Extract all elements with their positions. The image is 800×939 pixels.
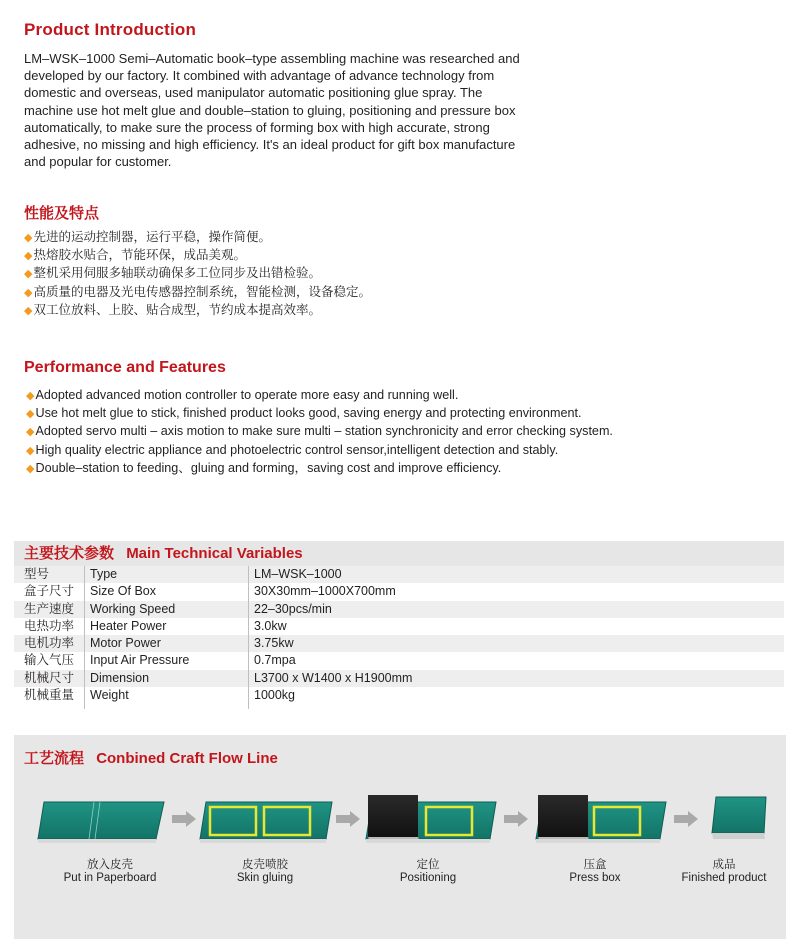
spec-label-cn: 机械尺寸 bbox=[24, 670, 75, 685]
spec-label-cn: 电机功率 bbox=[24, 636, 75, 651]
flow-step-label bbox=[358, 859, 498, 885]
list-item: ◆双工位放料、上胶、贴合成型，节约成本提高效率。 bbox=[24, 302, 321, 317]
list-item: ◆Adopted advanced motion controller to operate more easy and running well. bbox=[26, 388, 459, 402]
features-cn-list bbox=[24, 229, 371, 320]
intro-line: adhesive, no missing and high efficiency. It's an ideal product for gift box manufacture bbox=[24, 137, 516, 153]
flow-step-label bbox=[525, 859, 665, 885]
spec-label-en: Heater Power bbox=[90, 618, 167, 633]
arrow-right-icon bbox=[504, 811, 528, 827]
intro-line: LM–WSK–1000 Semi–Automatic book–type assembling machine was researched and bbox=[24, 51, 520, 66]
flow-step-label bbox=[40, 859, 180, 885]
spec-label-cn: 生产速度 bbox=[24, 601, 75, 616]
spec-label-cn: 电热功率 bbox=[24, 618, 75, 633]
spec-label-en: Motor Power bbox=[90, 636, 161, 651]
step-label-cn: 皮壳喷胶 bbox=[242, 859, 288, 871]
list-item: ◆高质量的电器及光电传感器控制系统，智能检测，设备稳定。 bbox=[24, 284, 371, 299]
diamond-bullet-icon: ◆ bbox=[26, 408, 35, 421]
spec-label-cn: 盒子尺寸 bbox=[24, 584, 75, 599]
intro-line: machine use hot melt glue and double–station to gluing, positioning and pressure box bbox=[24, 102, 516, 118]
step-label-cn: 压盒 bbox=[583, 859, 607, 871]
step-label-cn: 放入皮壳 bbox=[87, 859, 133, 871]
table-row bbox=[14, 670, 784, 687]
flow-step-label bbox=[654, 859, 794, 885]
step-paperboard-image bbox=[38, 802, 164, 843]
arrow-right-icon bbox=[172, 811, 196, 827]
spec-value: L3700 x W1400 x H1900mm bbox=[254, 670, 413, 685]
spec-title-en: Main Technical Variables bbox=[126, 545, 303, 562]
list-item: ◆Adopted servo multi – axis motion to make sure multi – station synchronicity and error checking system. bbox=[26, 424, 613, 439]
spec-label-en: Working Speed bbox=[90, 601, 176, 616]
spec-value: 3.75kw bbox=[254, 636, 294, 651]
step-label-cn: 定位 bbox=[416, 859, 440, 871]
diamond-bullet-icon: ◆ bbox=[26, 390, 35, 402]
spec-label-cn: 输入气压 bbox=[24, 653, 75, 668]
diamond-bullet-icon: ◆ bbox=[24, 304, 33, 317]
spec-value: 0.7mpa bbox=[254, 653, 296, 668]
diamond-bullet-icon: ◆ bbox=[24, 250, 33, 263]
flow-diagram bbox=[14, 735, 786, 939]
spec-title-cn: 主要技术参数 bbox=[24, 545, 115, 562]
intro-paragraph bbox=[24, 50, 564, 170]
list-item: ◆Double–station to feeding、gluing and forming，saving cost and improve efficiency. bbox=[26, 460, 502, 475]
list-item: ◆热熔胶水贴合，节能环保，成品美观。 bbox=[24, 248, 246, 263]
step-finished-product-image bbox=[712, 797, 766, 839]
diamond-bullet-icon: ◆ bbox=[26, 462, 35, 475]
spec-value: 22–30pcs/min bbox=[254, 601, 332, 616]
spec-table-header bbox=[14, 541, 784, 566]
spec-label-en: Weight bbox=[90, 688, 129, 703]
table-row bbox=[14, 618, 784, 635]
step-label-en: Finished product bbox=[681, 872, 767, 884]
spec-label-cn: 机械重量 bbox=[24, 688, 75, 703]
step-press-box-image bbox=[536, 795, 666, 843]
spec-label-en: Input Air Pressure bbox=[90, 653, 190, 668]
spec-value: 1000kg bbox=[254, 688, 296, 703]
intro-line: automatically, to make sure the process of forming box with high accurate, strong bbox=[24, 119, 490, 135]
diamond-bullet-icon: ◆ bbox=[24, 268, 33, 281]
features-en-list bbox=[26, 387, 613, 478]
step-label-en: Press box bbox=[569, 872, 621, 884]
features-cn-title: 性能及特点 bbox=[24, 205, 100, 222]
list-item: ◆整机采用伺服多轴联动确保多工位同步及出错检验。 bbox=[24, 266, 321, 281]
step-positioning-image bbox=[366, 795, 496, 843]
step-label-en: Put in Paperboard bbox=[63, 872, 157, 884]
spec-label-en: Dimension bbox=[90, 670, 150, 685]
intro-line: and popular for customer. bbox=[24, 154, 172, 170]
table-row bbox=[14, 652, 784, 669]
diamond-bullet-icon: ◆ bbox=[26, 426, 35, 439]
intro-line: domestic and overseas, used manipulator automatic positioning glue spray. The bbox=[24, 85, 483, 101]
spec-value: LM–WSK–1000 bbox=[254, 567, 342, 581]
column-divider bbox=[248, 566, 249, 709]
table-row bbox=[14, 566, 784, 583]
diamond-bullet-icon: ◆ bbox=[26, 444, 35, 457]
table-row bbox=[14, 687, 784, 704]
flow-title-cn: 工艺流程 bbox=[24, 750, 85, 767]
diamond-bullet-icon: ◆ bbox=[24, 232, 33, 244]
features-en-title: Performance and Features bbox=[24, 359, 226, 376]
spec-label-en: Type bbox=[90, 567, 118, 581]
step-skin-gluing-image bbox=[200, 802, 332, 843]
step-label-cn: 成品 bbox=[712, 859, 736, 871]
arrow-right-icon bbox=[674, 811, 698, 827]
spec-table bbox=[14, 541, 784, 711]
list-item: ◆先进的运动控制器，运行平稳，操作简便。 bbox=[24, 230, 271, 244]
flow-step-label bbox=[195, 859, 335, 885]
flow-title-en: Conbined Craft Flow Line bbox=[96, 750, 278, 767]
craft-flow-section bbox=[14, 735, 786, 939]
spec-label-en: Size Of Box bbox=[90, 584, 156, 599]
step-label-en: Skin gluing bbox=[236, 872, 294, 884]
step-label-en: Positioning bbox=[399, 872, 457, 884]
spec-label-cn: 型号 bbox=[24, 567, 50, 581]
arrow-right-icon bbox=[336, 811, 360, 827]
table-row bbox=[14, 635, 784, 652]
list-item: ◆Use hot melt glue to stick, finished product looks good, saving energy and protecting environment. bbox=[26, 406, 582, 421]
diamond-bullet-icon: ◆ bbox=[24, 286, 33, 299]
spec-value: 3.0kw bbox=[254, 618, 287, 633]
spec-value: 30X30mm–1000X700mm bbox=[254, 584, 396, 599]
list-item: ◆High quality electric appliance and photoelectric control sensor,intelligent detection and stably. bbox=[26, 442, 559, 457]
intro-line: developed by our factory. It combined with advantage of advance technology from bbox=[24, 68, 495, 84]
table-row bbox=[14, 583, 784, 600]
table-row bbox=[14, 601, 784, 618]
column-divider bbox=[84, 566, 85, 709]
intro-title: Product Introduction bbox=[24, 20, 197, 39]
